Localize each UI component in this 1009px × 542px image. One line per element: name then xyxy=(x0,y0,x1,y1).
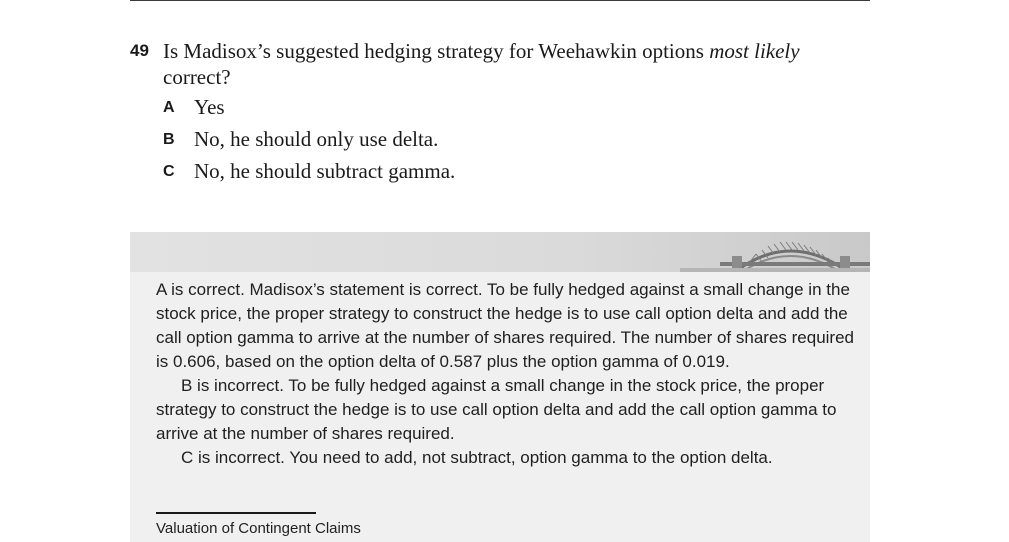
footer-divider xyxy=(156,512,316,514)
option-c xyxy=(163,158,850,190)
harbour-bridge-image xyxy=(680,232,870,272)
option-a xyxy=(163,94,850,126)
question-text-emphasis: most likely xyxy=(709,39,800,63)
option-c-letter: C xyxy=(163,163,175,180)
reading-reference: Valuation of Contingent Claims xyxy=(156,520,361,537)
option-b-letter: B xyxy=(163,131,175,148)
option-b-text: No, he should only use delta. xyxy=(194,127,439,151)
option-a-text: Yes xyxy=(194,95,225,119)
top-divider xyxy=(130,0,870,1)
answer-options xyxy=(163,94,850,190)
answer-header-band xyxy=(130,232,870,272)
question-stem xyxy=(130,38,850,90)
answer-body xyxy=(156,278,856,470)
question-text-after: correct? xyxy=(163,65,231,89)
question-text xyxy=(163,38,843,90)
option-c-text: No, he should subtract gamma. xyxy=(194,159,456,183)
answer-paragraph-b: B is incorrect. To be fully hedged against a small change in the stock price, the proper strategy to construct the hedge is to use call option delta and add the call option gamma to arrive at the number of shares required. xyxy=(156,376,837,443)
answer-explanation-box xyxy=(130,232,870,542)
question-text-before: Is Madisox’s suggested hedging strategy for Weehawkin options xyxy=(163,39,710,63)
option-a-letter: A xyxy=(163,99,175,116)
question-block xyxy=(130,38,850,190)
option-b xyxy=(163,126,850,158)
answer-paragraph-a: A is correct. Madisox’s statement is correct. To be fully hedged against a small change in the stock price, the proper strategy to construct the hedge is to use call option delta and add the call option gamma to arrive at the number of shares required. The number of shares required is 0.606, based on the option delta of 0.587 plus the option gamma of 0.019. xyxy=(156,280,854,371)
question-number: 49 xyxy=(130,41,149,60)
answer-paragraph-c: C is incorrect. You need to add, not subtract, option gamma to the option delta. xyxy=(181,448,773,467)
